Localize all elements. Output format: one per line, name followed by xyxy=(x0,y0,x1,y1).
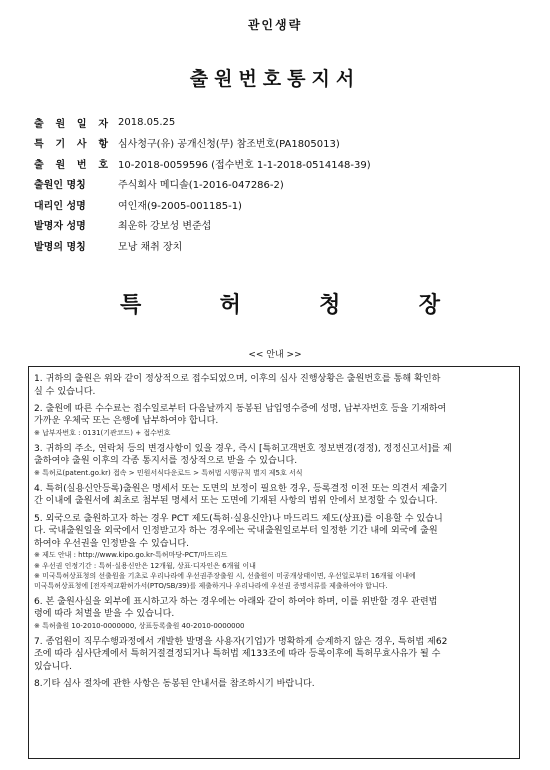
document-title: 출원번호통지서 xyxy=(189,68,361,90)
info-label: 출원인 명칭 xyxy=(34,180,86,192)
note-line: 7. 종업원이 직무수행과정에서 개발한 발명을 사용자(기업)가 명확하게 승계하지 않은 경우, 특허법 제62 xyxy=(34,636,448,647)
guide-note xyxy=(34,403,518,438)
info-row xyxy=(34,215,524,236)
issuer-title xyxy=(120,288,440,319)
note-line: 출하여야 출원 이후의 각종 통지서를 정상적으로 받을 수 있습니다. xyxy=(34,456,298,467)
info-table xyxy=(34,112,524,256)
info-value: 주식회사 메디솔(1-2016-047286-2) xyxy=(118,180,284,192)
note-subnote: ※ 미국특허상표청의 선출원을 기초로 우리나라에 우선권주장출원 시, 선출원이 미공개상태이면, 우선일로부터 16개월 이내에 xyxy=(34,571,416,580)
note-line: 하여야 우선권을 인정받을 수 있습니다. xyxy=(34,538,190,549)
info-row xyxy=(34,235,524,256)
note-subnote: ※ 제도 안내 : http://www.kipo.go.kr-특허마당-PCT/마드리드 xyxy=(34,551,228,560)
note-line: 령에 따라 처벌을 받을 수 있습니다. xyxy=(34,609,175,620)
note-line: 있습니다. xyxy=(34,661,73,672)
guide-notes xyxy=(34,373,518,695)
guide-note xyxy=(34,443,518,478)
guide-note xyxy=(34,596,518,631)
guide-note xyxy=(34,678,518,691)
info-label: 대리인 성명 xyxy=(34,200,86,212)
info-value: 2018.05.25 xyxy=(118,116,176,128)
note-line: 8.기타 심사 절차에 관한 사항은 동봉된 안내서를 참조하시기 바랍니다. xyxy=(34,679,315,690)
note-line: 가까운 우체국 또는 은행에 납부하여야 합니다. xyxy=(34,416,219,427)
note-subnote: ※ 납부자번호 : 0131(기관코드) + 접수번호 xyxy=(34,428,171,437)
info-value: 모낭 채취 장치 xyxy=(118,241,183,253)
issuer-char: 청 xyxy=(319,293,341,318)
header-title: 관인생략 xyxy=(247,18,303,32)
note-line: 1. 귀하의 출원은 위와 같이 정상적으로 접수되었으며, 이후의 심사 진행상황은 출원번호를 통해 확인하 xyxy=(34,374,441,384)
note-subnote: 미국특허상표청에 [전자적교환허가서(PTO/SB/39)를 제출하거나 우리나라에 우선권 증명서류를 제출하여야 합니다. xyxy=(34,581,388,590)
info-label: 출 원 번 호 xyxy=(34,159,108,171)
note-subnote: ※ 특허로(patent.go.kr) 접속 > 민원서식다운로드 > 특허법 시행규칙 별지 제5호 서식 xyxy=(34,468,303,477)
issuer-char: 특 xyxy=(120,293,142,318)
info-value: 여인재(9-2005-001185-1) xyxy=(118,200,242,212)
note-line: 5. 외국으로 출원하고자 하는 경우 PCT 제도(특허·실용신안)나 마드리드 제도(상표)를 이용할 수 있습니 xyxy=(34,513,443,524)
guide-note xyxy=(34,513,518,592)
info-label: 발명자 성명 xyxy=(34,221,86,233)
info-value: 심사청구(유) 공개신청(무) 참조번호(PA1805013) xyxy=(118,139,340,151)
note-line: 4. 특허(실용신안등록)출원은 명세서 또는 도면의 보정이 필요한 경우, 등록결정 이전 또는 의견서 제출기 xyxy=(34,483,448,494)
info-row xyxy=(34,153,524,174)
note-line: 3. 귀하의 주소, 연락처 등의 변경사항이 있을 경우, 즉시 [특허고객번호 정보변경(경정), 정정신고서]를 제 xyxy=(34,443,452,454)
note-line: 실 수 있습니다. xyxy=(34,386,96,397)
info-row xyxy=(34,194,524,215)
info-label: 출 원 일 자 xyxy=(34,118,108,130)
note-subnote: ※ 특허출원 10-2010-0000000, 상표등록출원 40-2010-0000000 xyxy=(34,621,245,630)
guide-note xyxy=(34,483,518,508)
info-row xyxy=(34,112,524,133)
note-line: 다. 국내출원일을 외국에서 인정받고자 하는 경우에는 국내출원일로부터 일정한 기간 내에 외국에 출원 xyxy=(34,526,438,537)
info-label: 특 기 사 항 xyxy=(34,139,108,151)
guide-note xyxy=(34,373,518,398)
note-line: 조에 따라 심사단계에서 특허거절결정되거나 특허법 제133조에 따라 등록이후에 특허무효사유가 될 수 xyxy=(34,649,441,660)
note-line: 6. 본 출원사실을 외부에 표시하고자 하는 경우에는 아래와 같이 하여야 하며, 이를 위반할 경우 관련법 xyxy=(34,596,438,607)
guide-title: << 안내 >> xyxy=(248,350,302,360)
info-label: 발명의 명칭 xyxy=(34,241,86,253)
info-row xyxy=(34,133,524,154)
note-line: 간 이내에 출원서에 최초로 첨부된 명세서 또는 도면에 기재된 사항의 범위 안에서 보정할 수 있습니다. xyxy=(34,496,438,507)
info-row xyxy=(34,174,524,195)
note-subnote: ※ 우선권 인정기간 : 특허·실용신안은 12개월, 상표·디자인은 6개월 이내 xyxy=(34,561,256,570)
info-value: 최운하 강보성 변준섭 xyxy=(118,221,212,233)
guide-note xyxy=(34,636,518,674)
info-value: 10-2018-0059596 (접수번호 1-1-2018-0514148-39) xyxy=(118,159,371,171)
issuer-char: 허 xyxy=(219,293,241,318)
issuer-char: 장 xyxy=(418,293,440,318)
note-line: 2. 출원에 따른 수수료는 접수일로부터 다음날까지 동봉된 납입영수증에 성명, 납부자번호 등을 기재하여 xyxy=(34,403,447,414)
